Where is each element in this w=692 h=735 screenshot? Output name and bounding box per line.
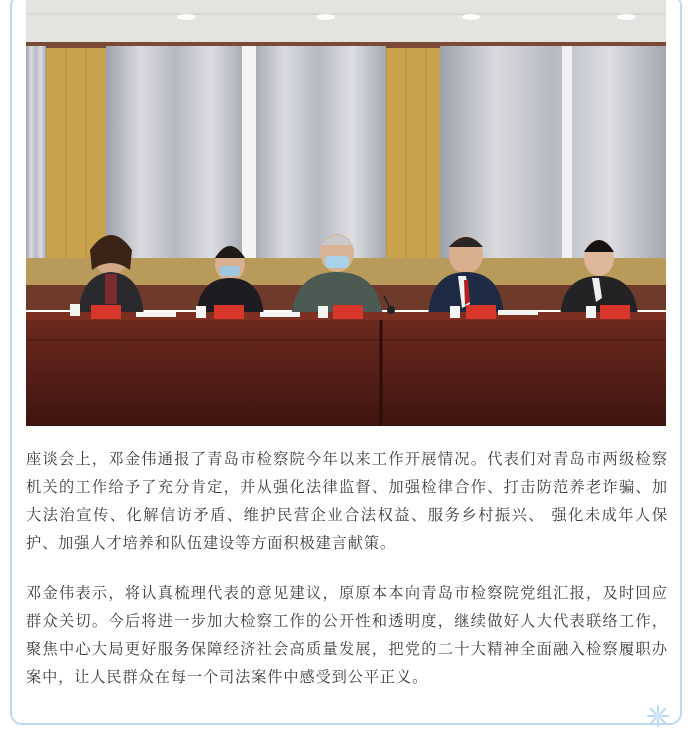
paragraph-2: 邓金伟表示，将认真梳理代表的意见建议，原原本本向青岛市检察院党组汇报，及时回应群众关切。今后将进一步加大检察工作的公开性和透明度，继续做好人大代表联络工作，聚焦中心大局更好服务保障经济社会高质量发展，把党的二十大精神全面融入检察履职办案中，让人民群众在每一个司法案件中感受到公平正义。 (26, 584, 668, 687)
paragraph-1: 座谈会上，邓金伟通报了青岛市检察院今年以来工作开展情况。代表们对青岛市两级检察机关的工作给予了充分肯定，并从强化法律监督、加强检律合作、打击防范养老诈骗、加大法治宣传、化解信访矛盾、维护民营企业合法权益、服务乡村振兴、 强化未成年人保护、加强人才培养和队伍建设等方面积极建言献策。 (26, 450, 668, 553)
meeting-photo (26, 0, 666, 426)
snowflake-icon (646, 704, 670, 728)
